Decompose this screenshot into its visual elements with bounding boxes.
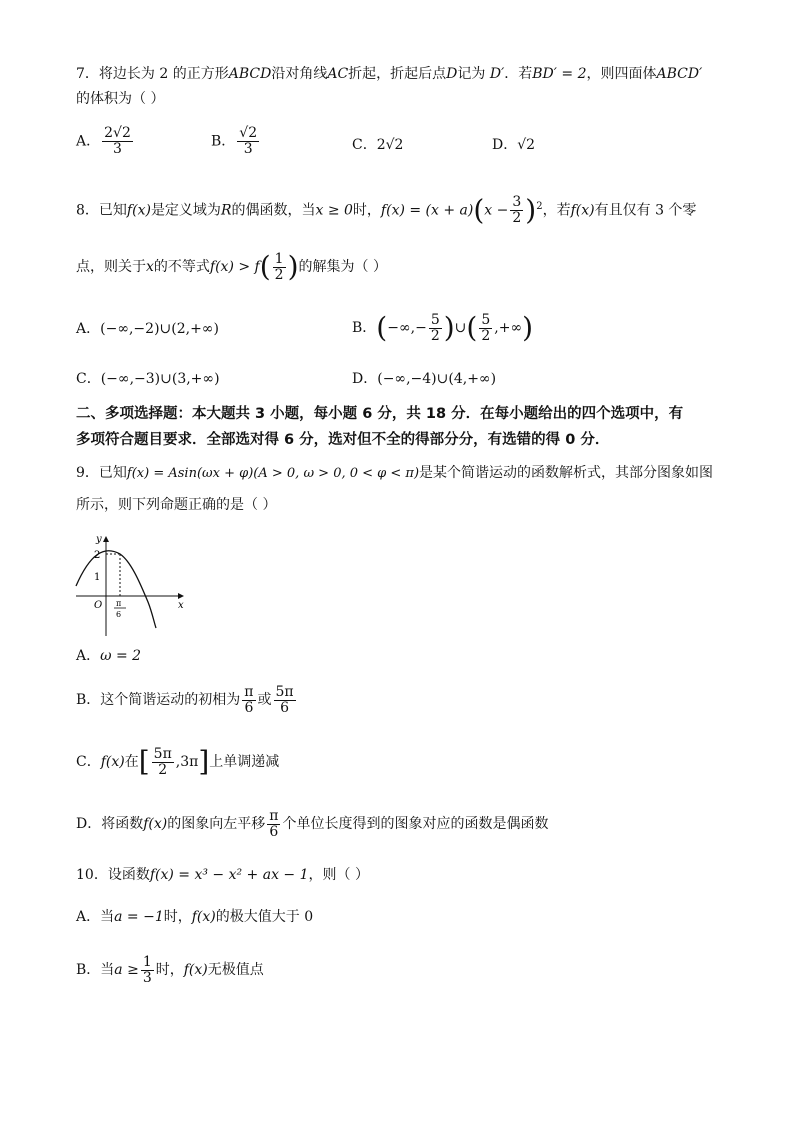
paren-open: ( — [473, 193, 485, 227]
q7-option-d[interactable] — [492, 134, 535, 156]
q7-text: 记为 — [457, 66, 486, 82]
exponent: 2 — [536, 201, 543, 212]
paren-open: ( — [376, 311, 388, 344]
q8-eq: f(x) = (x + a) — [380, 202, 474, 219]
option-label: A． — [76, 133, 101, 150]
option-text: (−∞,−4)∪(4,+∞) — [377, 371, 497, 387]
numerator: 5 — [481, 311, 491, 328]
paren-close: ) — [287, 250, 299, 283]
option-text: ω = 2 — [100, 648, 142, 664]
option-fx: f(x) — [183, 962, 208, 978]
option-text: 在 — [124, 754, 139, 770]
numerator: 3 — [512, 194, 522, 211]
x-axis-label: x — [178, 600, 184, 611]
option-cond: a ≥ — [114, 962, 139, 978]
denominator: 3 — [142, 969, 152, 986]
numerator: 1 — [142, 953, 152, 970]
denominator: 2 — [481, 327, 491, 344]
numerator: 5π — [153, 745, 172, 762]
denominator: 2 — [158, 761, 168, 778]
numerator: 2√2 — [104, 125, 131, 141]
q9-sine-graph — [74, 530, 188, 638]
denominator: 2 — [512, 210, 522, 227]
option-label: C． — [352, 137, 377, 153]
fraction — [267, 809, 280, 840]
q9-func: f(x) = Asin(ωx + φ)(A > 0, ω > 0, 0 < φ < π) — [126, 466, 420, 481]
q7-text: 的体积为（ ） — [76, 91, 165, 107]
q8-stem-line2 — [76, 250, 387, 284]
q7-abcd: ABCD — [228, 66, 272, 82]
q8-option-b[interactable]: B．(−∞,− $\frac{5}{2}$ )∪( $\frac{5}{2}$ ,+∞) — [352, 311, 534, 344]
paren-close: ) — [522, 311, 534, 344]
fraction — [429, 313, 442, 344]
q10-number: 10． — [76, 867, 108, 883]
q8-text: 的偶函数，当 — [231, 202, 316, 219]
q8-option-a[interactable] — [76, 318, 219, 340]
x-axis-arrow — [178, 593, 184, 599]
option-text: √2 — [517, 137, 536, 153]
option-text: 或 — [257, 692, 272, 708]
denominator: 2 — [430, 327, 440, 344]
option-text: 这个简谐运动的初相为 — [100, 692, 241, 708]
option-label: A． — [76, 648, 101, 664]
q7-text: 沿对角线 — [271, 66, 328, 82]
q8-text: 是定义域为 — [150, 202, 221, 219]
q7-number: 7． — [76, 66, 99, 82]
option-text: ,+∞ — [494, 320, 523, 336]
paren-open: ( — [466, 311, 478, 344]
q10-stem — [76, 864, 369, 886]
q9-option-b[interactable] — [76, 680, 298, 720]
q7-text: ，则四面体 — [586, 66, 657, 82]
fraction — [102, 126, 133, 157]
section-2-line2: 多项符合题目要求．全部选对得 6 分，选对但不全的得部分分，有选错的得 0 分． — [76, 432, 610, 448]
numerator: 5π — [275, 683, 294, 700]
denominator: 3 — [113, 141, 122, 157]
option-text: 的极大值大于 0 — [215, 909, 314, 925]
option-text: 时， — [163, 909, 192, 925]
q8-option-d[interactable] — [352, 368, 496, 390]
option-fx: f(x) — [100, 754, 125, 770]
y-axis-label: y — [96, 534, 102, 545]
origin-label: O — [94, 600, 103, 611]
q8-text: ，若 — [542, 202, 571, 219]
q9-text: 是某个简谐运动的函数解析式，其部分图象如图 — [419, 465, 714, 481]
q8-option-c[interactable] — [76, 368, 220, 390]
option-label: C． — [76, 371, 101, 387]
fraction — [479, 313, 492, 344]
q7-option-c[interactable] — [352, 134, 403, 156]
q8-r: R — [220, 202, 232, 219]
fraction — [141, 955, 154, 986]
q7-text: 折起，折起后点 — [348, 66, 447, 82]
denominator: 6 — [280, 699, 290, 716]
numerator: 5 — [430, 311, 440, 328]
q9-stem-line2 — [76, 494, 276, 516]
q7-option-b[interactable] — [211, 126, 261, 157]
q9-option-c[interactable] — [76, 742, 279, 782]
numerator: 1 — [274, 250, 284, 267]
q8-eq-x: x − — [484, 202, 509, 219]
section-2-line1: 二、多项选择题：本大题共 3 小题，每小题 6 分，共 18 分．在每小题给出的四个选项中，有 — [76, 406, 684, 422]
option-text: −∞,− — [387, 320, 427, 336]
paren-open: ( — [259, 250, 271, 283]
q7-text: 将边长为 2 的正方形 — [98, 66, 229, 82]
q8-cond: x ≥ 0 — [315, 202, 353, 219]
q8-text: 点，则关于 — [76, 259, 146, 275]
q8-fx: f(x) — [570, 202, 595, 219]
option-label: B． — [76, 692, 101, 708]
q9-text: 已知 — [98, 465, 127, 481]
q8-text: 有且仅有 3 个零 — [594, 202, 697, 219]
x-tick-denominator: 6 — [116, 610, 122, 619]
q9-option-a[interactable] — [76, 645, 141, 667]
option-text: 上单调递减 — [209, 754, 280, 770]
y-axis-arrow — [103, 536, 109, 542]
option-cond: a = −1 — [114, 909, 164, 925]
q7-abcdprime: ABCD′ — [656, 66, 703, 82]
q10-option-b[interactable] — [76, 950, 264, 990]
bracket-close: ] — [198, 745, 210, 778]
q7-d: D — [446, 66, 458, 82]
option-label: A． — [76, 321, 101, 337]
q7-text: ．若 — [504, 66, 533, 82]
denominator: 3 — [243, 141, 253, 157]
q8-number: 8． — [76, 202, 99, 219]
option-fx: f(x) — [143, 816, 168, 832]
option-label: B． — [211, 133, 236, 150]
fraction — [510, 195, 523, 226]
option-text: 个单位长度得到的图象对应的函数是偶函数 — [282, 816, 549, 832]
option-label: B． — [76, 962, 101, 978]
option-text: 当 — [100, 962, 115, 978]
q8-ineq: f(x) > f — [209, 259, 260, 275]
q8-text: 的不等式 — [153, 259, 210, 275]
q10-text: ，则（ ） — [308, 867, 369, 883]
option-label: C． — [76, 754, 101, 770]
paren-close: ) — [443, 311, 455, 344]
option-fx: f(x) — [191, 909, 216, 925]
y-tick-2: 2 — [94, 550, 101, 561]
option-text: 当 — [100, 909, 115, 925]
option-text: (−∞,−3)∪(3,+∞) — [100, 371, 220, 387]
fraction — [274, 685, 296, 716]
option-text: (−∞,−2)∪(2,+∞) — [100, 321, 219, 337]
denominator: 6 — [244, 699, 254, 716]
q10-text: 设函数 — [107, 867, 150, 883]
q7-ac: AC — [327, 66, 349, 82]
q8-x: x — [146, 259, 154, 275]
q9-text: 所示，则下列命题正确的是（ ） — [76, 497, 277, 513]
denominator: 6 — [269, 823, 279, 840]
option-label: D． — [352, 371, 378, 387]
option-label: D． — [76, 816, 102, 832]
q9-stem-line1 — [76, 462, 713, 485]
section-2-heading — [76, 401, 726, 453]
option-text: 2√2 — [376, 137, 404, 153]
q9-option-d[interactable] — [76, 804, 548, 844]
x-tick-numerator: π — [116, 599, 122, 608]
fraction — [273, 252, 286, 283]
option-label: B． — [352, 320, 377, 336]
fraction — [242, 685, 255, 716]
q8-stem-line1 — [76, 190, 696, 228]
q10-option-a[interactable] — [76, 906, 313, 928]
option-text: 将函数 — [101, 816, 144, 832]
q7-stem-line2 — [76, 88, 164, 110]
numerator: π — [269, 807, 279, 824]
q8-fx: f(x) — [126, 202, 151, 219]
denominator: 2 — [274, 266, 284, 283]
option-label: A． — [76, 909, 101, 925]
q8-text: 已知 — [98, 202, 127, 219]
q7-bd: BD′ = 2 — [532, 66, 587, 82]
q8-text: 时， — [352, 202, 381, 219]
fraction — [152, 747, 174, 778]
paren-close: ) — [525, 193, 537, 227]
q9-number: 9． — [76, 465, 99, 481]
numerator: √2 — [239, 125, 258, 141]
option-text: ,3π — [175, 754, 199, 770]
option-text: 的图象向左平移 — [167, 816, 266, 832]
option-text: 时， — [155, 962, 184, 978]
numerator: π — [244, 683, 254, 700]
option-text: 无极值点 — [207, 962, 264, 978]
q7-dprime: D′ — [489, 66, 505, 82]
fraction — [237, 126, 259, 157]
option-label: D． — [492, 137, 518, 153]
q8-text: 的解集为（ ） — [298, 259, 387, 275]
q10-func: f(x) = x³ − x² + ax − 1 — [149, 867, 309, 883]
y-tick-1: 1 — [94, 572, 101, 583]
q7-stem-line1 — [76, 63, 702, 85]
q7-option-a[interactable] — [76, 126, 135, 157]
bracket-open: [ — [138, 745, 150, 778]
